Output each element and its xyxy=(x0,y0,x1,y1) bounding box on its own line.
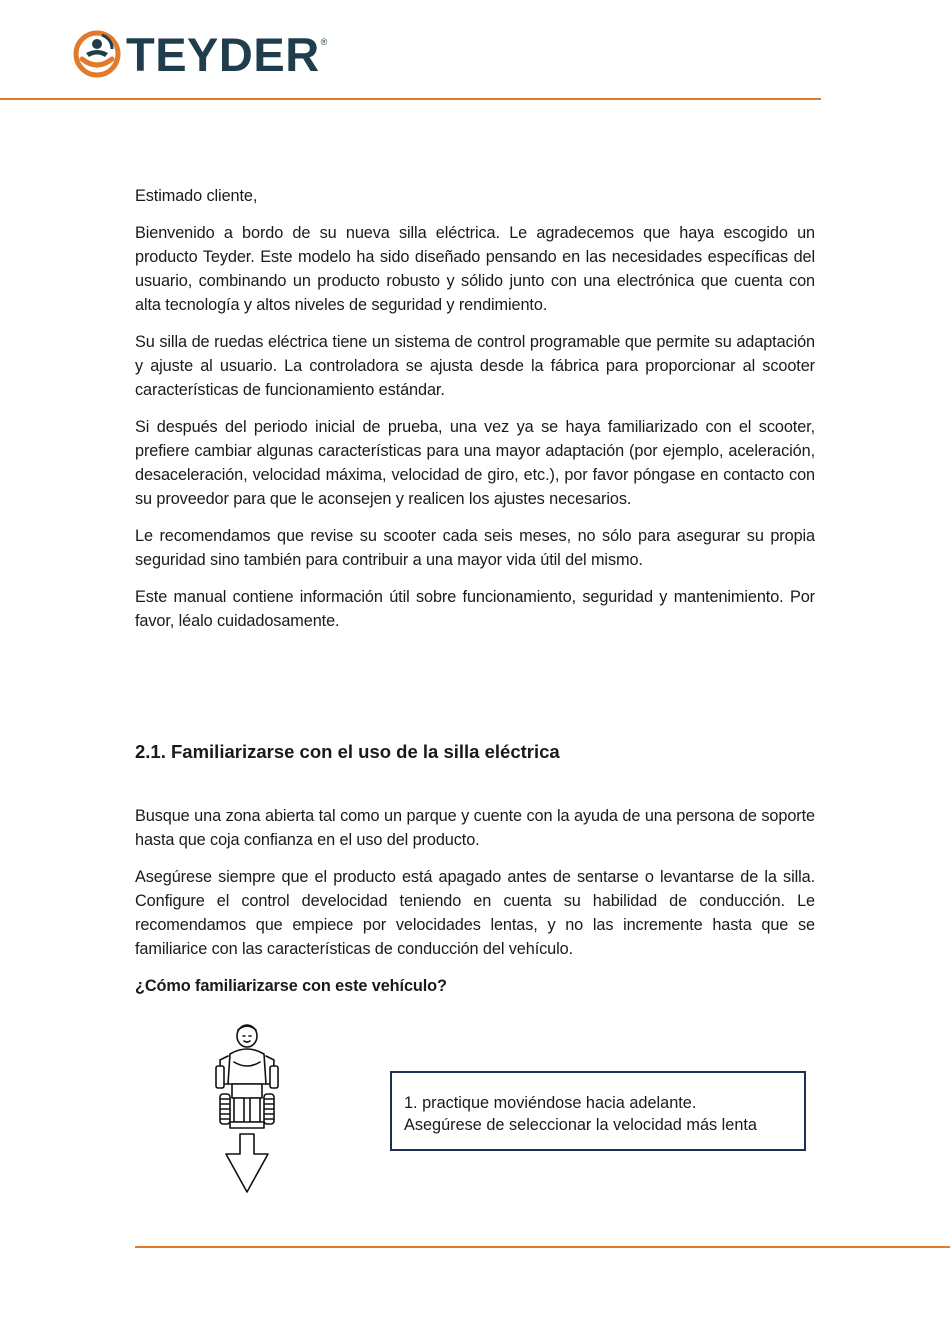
section-body xyxy=(135,804,815,1011)
intro-paragraph: Si después del periodo inicial de prueba, una vez ya se haya familiarizado con el scooter, prefiere cambiar algunas características para una mayor adaptación (por ejemplo, aceleración, desaceleración, velocidad máxima, velocidad de giro, etc.), por favor póngase en contacto con su proveedor para que le aconsejen y realicen los ajustes necesarios. xyxy=(135,418,815,508)
section-heading: 2.1. Familiarizarse con el uso de la silla eléctrica xyxy=(135,741,560,762)
intro-letter xyxy=(135,184,815,646)
teyder-logo-icon xyxy=(72,29,122,79)
intro-paragraph: Bienvenido a bordo de su nueva silla eléctrica. Le agradecemos que haya escogido un producto Teyder. Este modelo ha sido diseñado pensando en las necesidades específicas del usuario, combinando un producto robusto y sólido junto con una electrónica que cuenta con alta tecnología y altos niveles de seguridad y rendimiento. xyxy=(135,224,815,314)
greeting: Estimado cliente, xyxy=(135,187,258,205)
callout-line: Asegúrese de seleccionar la velocidad más lenta xyxy=(404,1116,757,1134)
registered-mark: ® xyxy=(320,37,328,47)
intro-paragraph: Este manual contiene información útil sobre funcionamiento, seguridad y mantenimiento. Por favor, léalo cuidadosamente. xyxy=(135,588,815,630)
brand-name: TEYDER xyxy=(126,27,320,81)
wheelchair-user-forward-arrow-icon xyxy=(212,1022,287,1197)
intro-paragraph: Su silla de ruedas eléctrica tiene un sistema de control programable que permite su adaptación y ajuste al usuario. La controladora se ajusta desde la fábrica para proporcionar al scooter características de funcionamiento estándar. xyxy=(135,333,815,399)
intro-paragraph: Le recomendamos que revise su scooter cada seis meses, no sólo para asegurar su propia seguridad sino también para contribuir a una mayor vida útil del mismo. xyxy=(135,527,815,569)
instruction-callout xyxy=(390,1071,806,1151)
section-question: ¿Cómo familiarizarse con este vehículo? xyxy=(135,977,447,995)
header-divider xyxy=(0,98,821,100)
callout-line: 1. practique moviéndose hacia adelante. xyxy=(404,1094,697,1112)
teyder-logo xyxy=(72,29,327,79)
section-paragraph: Busque una zona abierta tal como un parque y cuente con la ayuda de una persona de soporte hasta que coja confianza en el uso del producto. xyxy=(135,807,815,849)
footer-divider xyxy=(135,1246,950,1248)
section-paragraph: Asegúrese siempre que el producto está apagado antes de sentarse o levantarse de la silla. Configure el control develocidad teniendo en cuenta su habilidad de conducción. Le recomendamos que empiece por velocidades lentas, y no las incremente hasta que se familiarice con las características de conducción del vehículo. xyxy=(135,868,815,958)
